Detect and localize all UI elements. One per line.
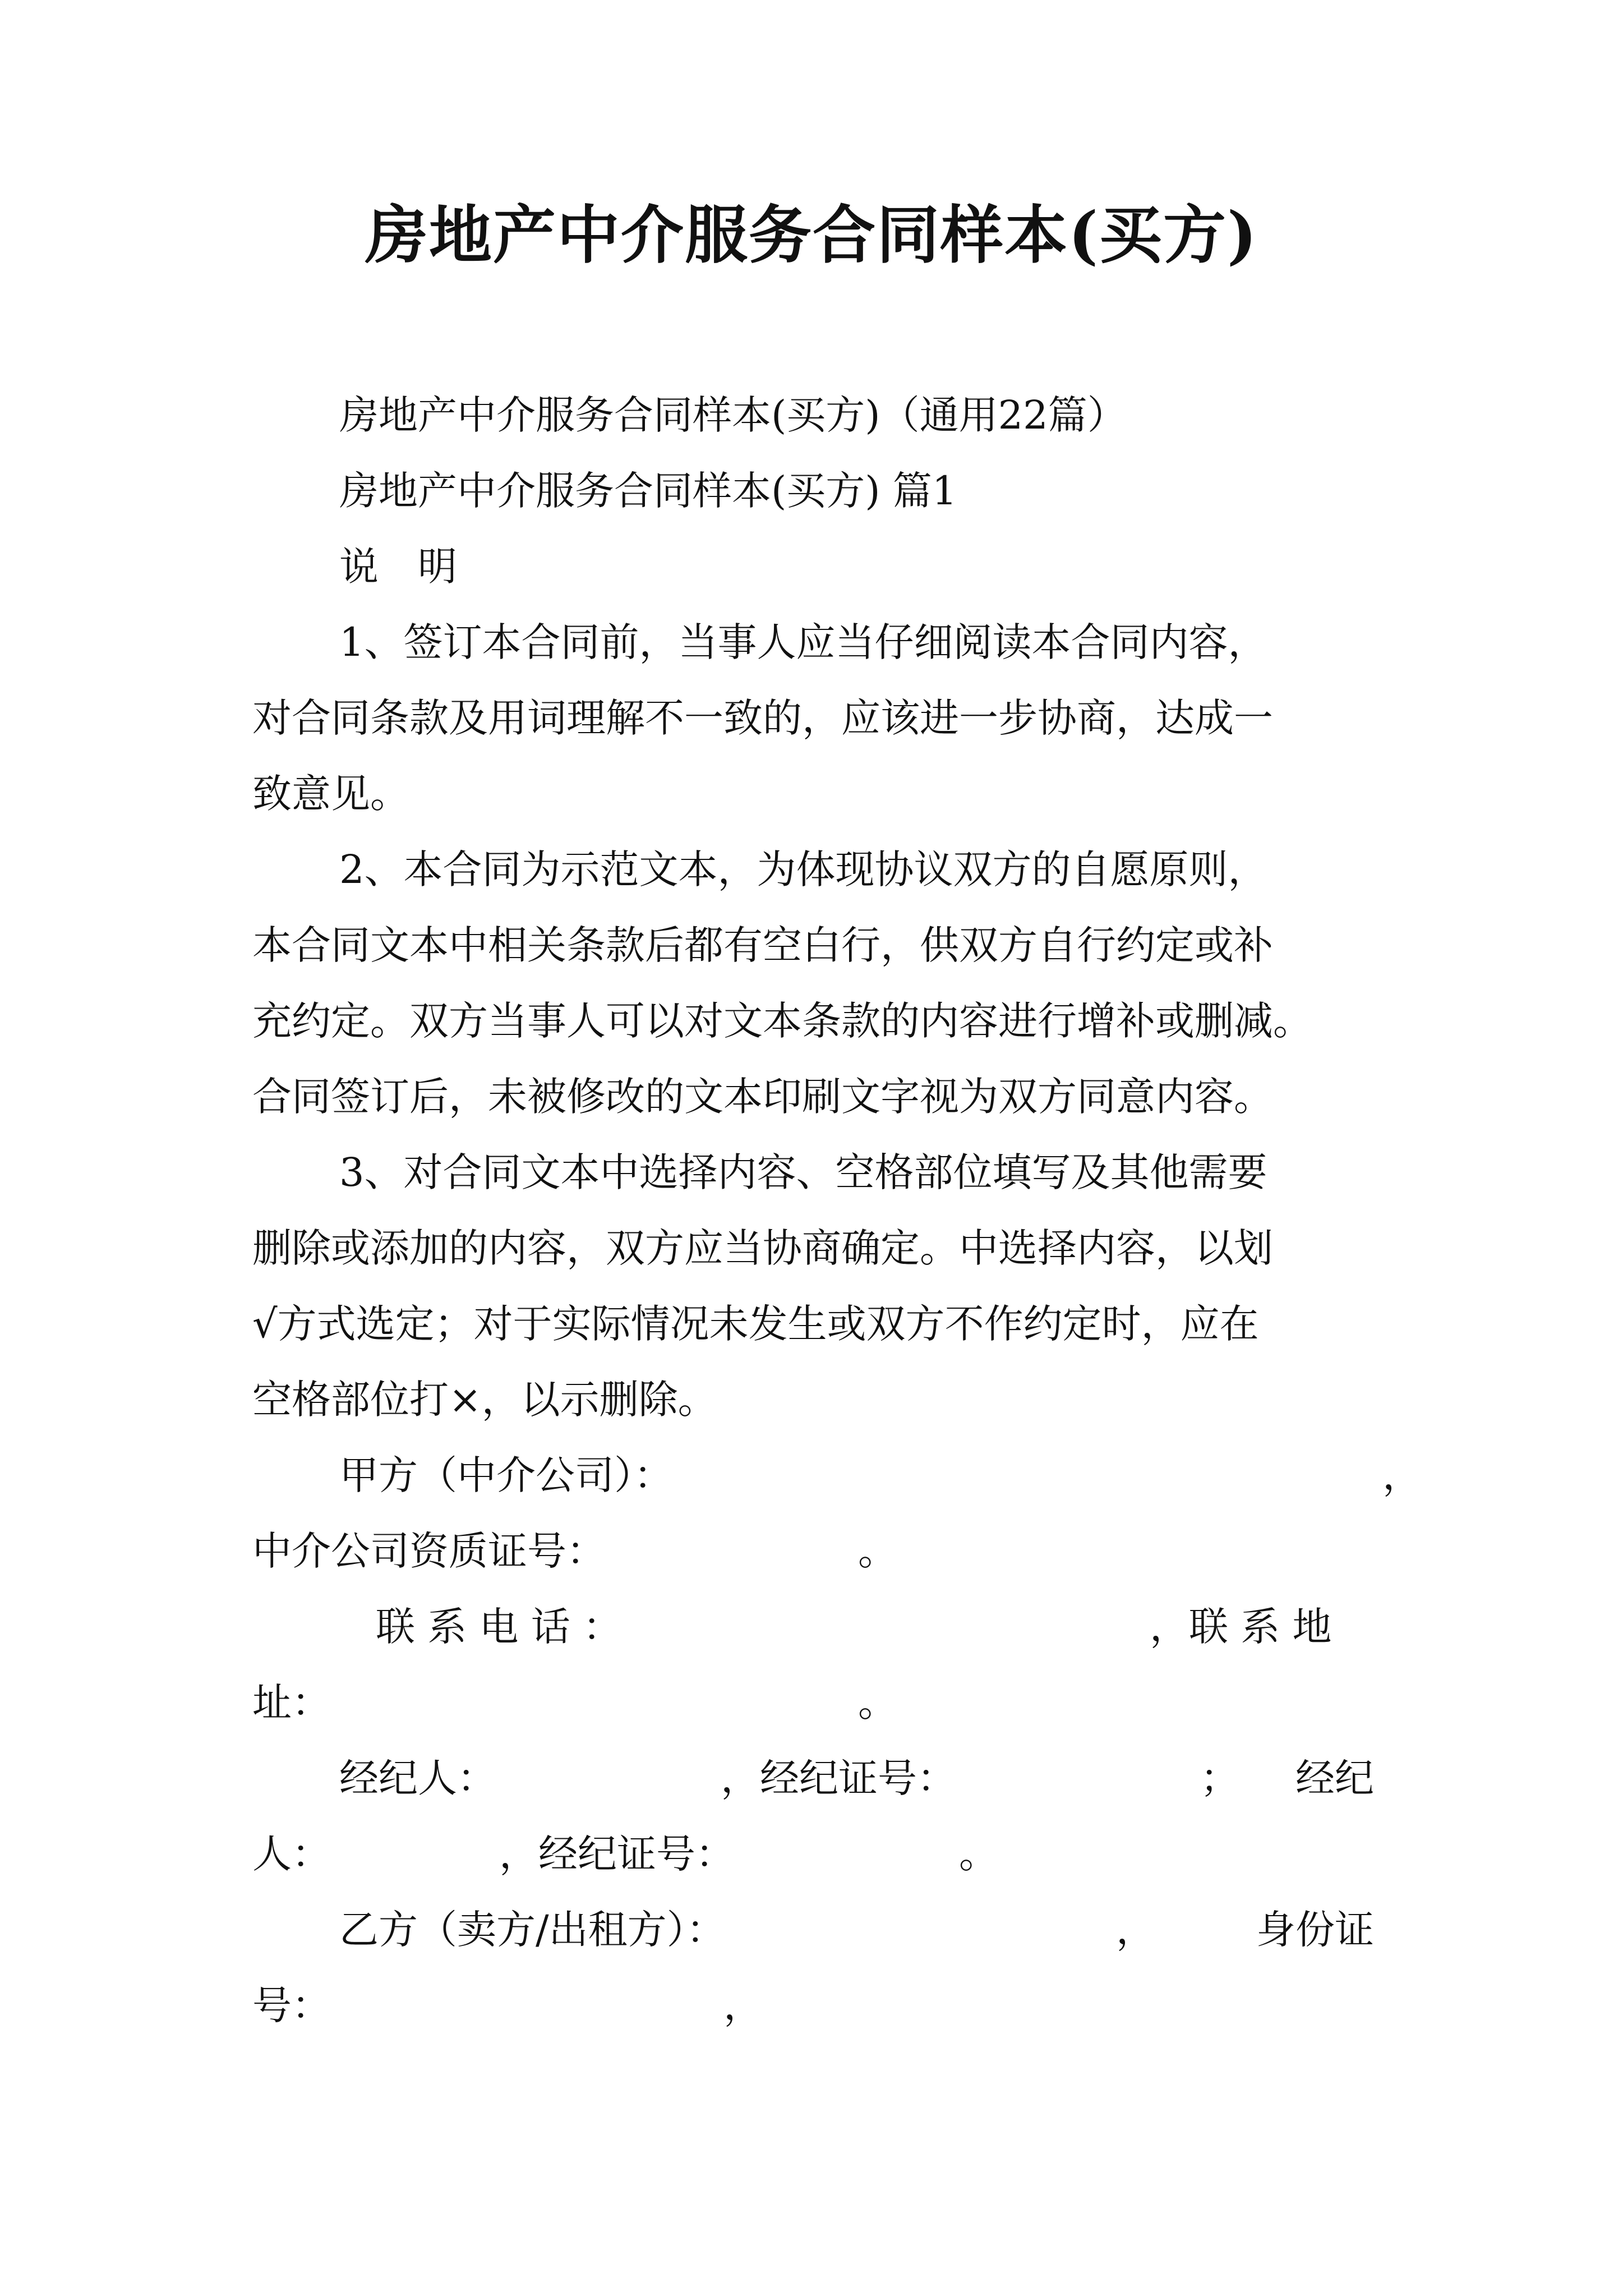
document-title: 房地产中介服务合同样本(买方) <box>365 199 1258 272</box>
party-a-line <box>339 1447 1478 1503</box>
address-end: 。 <box>858 1680 897 1726</box>
qualification-end: 。 <box>858 1528 897 1574</box>
agent-1-label: 经纪人： <box>339 1755 496 1801</box>
note-3-line-4: 空格部位打×，以示删除。 <box>252 1377 717 1423</box>
qualification-label: 中介公司资质证号： <box>252 1528 606 1574</box>
party-b-line <box>339 1902 1478 1958</box>
party-a-phone-line <box>252 1599 1391 1655</box>
agent-2-line <box>252 1826 1391 1882</box>
party-b-id-line <box>252 1977 1391 2033</box>
party-b-label: 乙方（卖方/出租方）： <box>339 1907 726 1953</box>
note-1-line-1: 1、签订本合同前，当事人应当仔细阅读本合同内容， <box>339 619 1267 665</box>
agent-2-cert-label: ，经纪证号： <box>499 1831 735 1877</box>
note-2-line-2: 本合同文本中相关条款后都有空白行，供双方自行约定或补 <box>252 922 1273 968</box>
address-label-part1: ，联 系 地 <box>1150 1604 1332 1650</box>
note-3-line-3: √方式选定；对于实际情况未发生或双方不作约定时，应在 <box>252 1301 1259 1347</box>
note-2-line-4: 合同签订后，未被修改的文本印刷文字视为双方同意内容。 <box>252 1074 1273 1120</box>
subtitle-collection: 房地产中介服务合同样本(买方)（通用22篇） <box>339 392 1127 438</box>
party-a-qualification-line <box>252 1523 1391 1579</box>
note-2-line-3: 充约定。双方当事人可以对文本条款的内容进行增补或删减。 <box>252 998 1312 1044</box>
phone-label: 联 系 电 话 ： <box>376 1604 623 1650</box>
party-b-id-label-part2: 号： <box>252 1982 331 2028</box>
party-b-id-label-part1: 身份证 <box>1256 1907 1374 1953</box>
party-b-comma: ， <box>1116 1907 1155 1953</box>
agent-2-label-part2: 人： <box>252 1831 331 1877</box>
agent-separator: ； <box>1200 1755 1239 1801</box>
agent-2-end: 。 <box>959 1831 998 1877</box>
party-b-id-end: ， <box>723 1982 763 2028</box>
subtitle-article: 房地产中介服务合同样本(买方) 篇1 <box>339 468 957 514</box>
agent-2-label-part1: 经纪 <box>1295 1755 1374 1801</box>
note-1-line-3: 致意见。 <box>252 771 409 817</box>
section-heading: 说 明 <box>339 544 457 590</box>
party-a-address-line <box>252 1674 1391 1731</box>
agent-1-line <box>339 1750 1478 1806</box>
address-label-part2: 址： <box>252 1680 331 1726</box>
note-1-line-2: 对合同条款及用词理解不一致的，应该进一步协商，达成一 <box>252 695 1273 741</box>
note-2-line-1: 2、本合同为示范文本，为体现协议双方的自愿原则， <box>339 846 1267 892</box>
note-3-line-1: 3、对合同文本中选择内容、空格部位填写及其他需要 <box>339 1149 1267 1195</box>
agent-1-cert-label: ，经纪证号： <box>721 1755 956 1801</box>
party-a-end-mark: ， <box>1382 1452 1422 1498</box>
party-a-label: 甲方（中介公司）： <box>339 1452 673 1498</box>
note-3-line-2: 删除或添加的内容，双方应当协商确定。中选择内容，以划 <box>252 1225 1273 1271</box>
